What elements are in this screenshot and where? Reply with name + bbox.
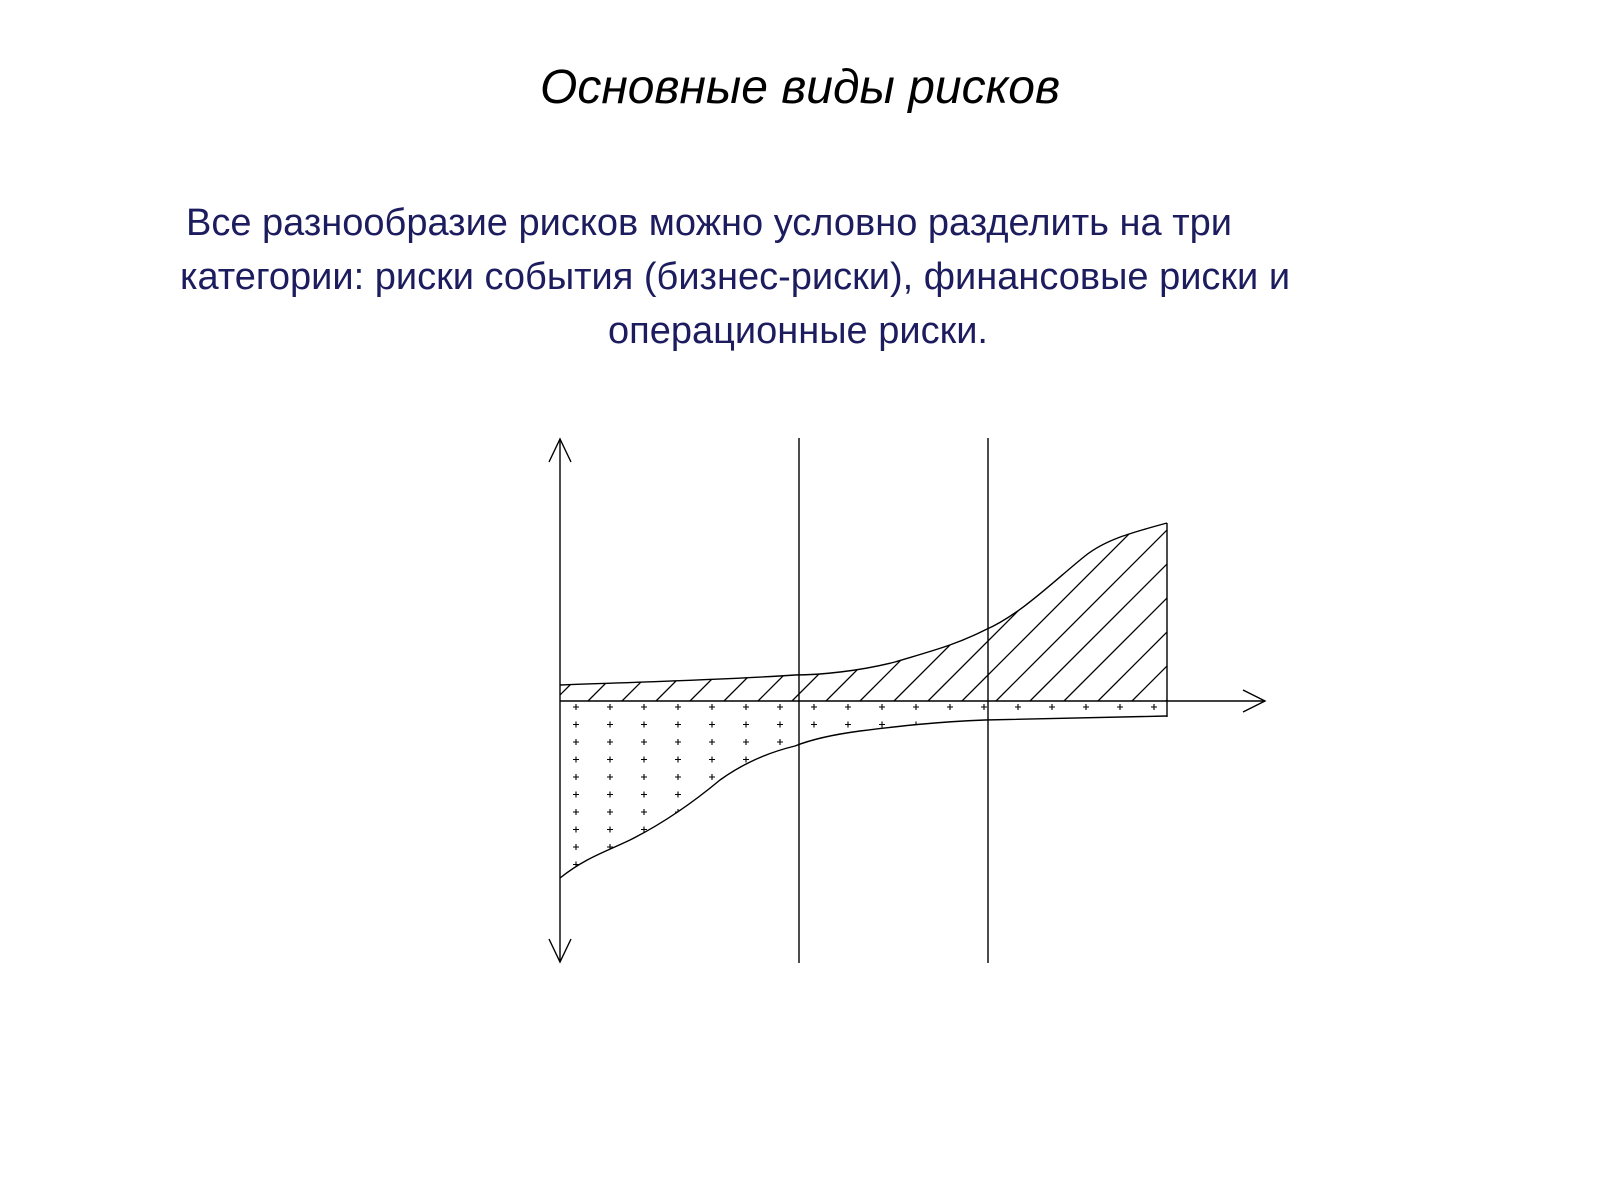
hatch-line [792, 401, 1092, 701]
hatch-line [894, 401, 1194, 701]
hatch-line [690, 401, 990, 701]
hatch-line [1370, 401, 1600, 701]
hatch-line [1098, 401, 1398, 701]
hatch-line [928, 401, 1228, 701]
hatch-line [554, 401, 854, 701]
body-line-3: операционные риски. [608, 310, 988, 352]
hatch-line [1200, 401, 1500, 701]
hatch-line [1166, 401, 1466, 701]
hatch-line [588, 401, 888, 701]
hatch-line [1132, 401, 1432, 701]
hatch-line [962, 401, 1262, 701]
slide-title: Основные виды рисков [539, 61, 1060, 114]
hatch-line [1302, 401, 1600, 701]
hatch-line [1030, 401, 1330, 701]
body-line-1: Все разнообразие рисков можно условно разделить на три [186, 202, 1232, 244]
hatch-line [996, 401, 1296, 701]
hatch-line [860, 401, 1160, 701]
upper-hatched-region [520, 401, 1600, 701]
hatch-line [1064, 401, 1364, 701]
hatch-line [758, 401, 1058, 701]
hatch-line [656, 401, 956, 701]
hatch-line [1268, 401, 1568, 701]
hatch-line [1336, 401, 1600, 701]
hatch-line [622, 401, 922, 701]
lower-plus-region [560, 701, 1167, 881]
hatch-line [1234, 401, 1534, 701]
hatch-line [826, 401, 1126, 701]
hatch-line [724, 401, 1024, 701]
hatch-line [520, 401, 820, 701]
upper-boundary-curve [560, 523, 1167, 685]
body-line-2: категории: риски события (бизнес-риски), финансовые риски и [180, 256, 1291, 298]
